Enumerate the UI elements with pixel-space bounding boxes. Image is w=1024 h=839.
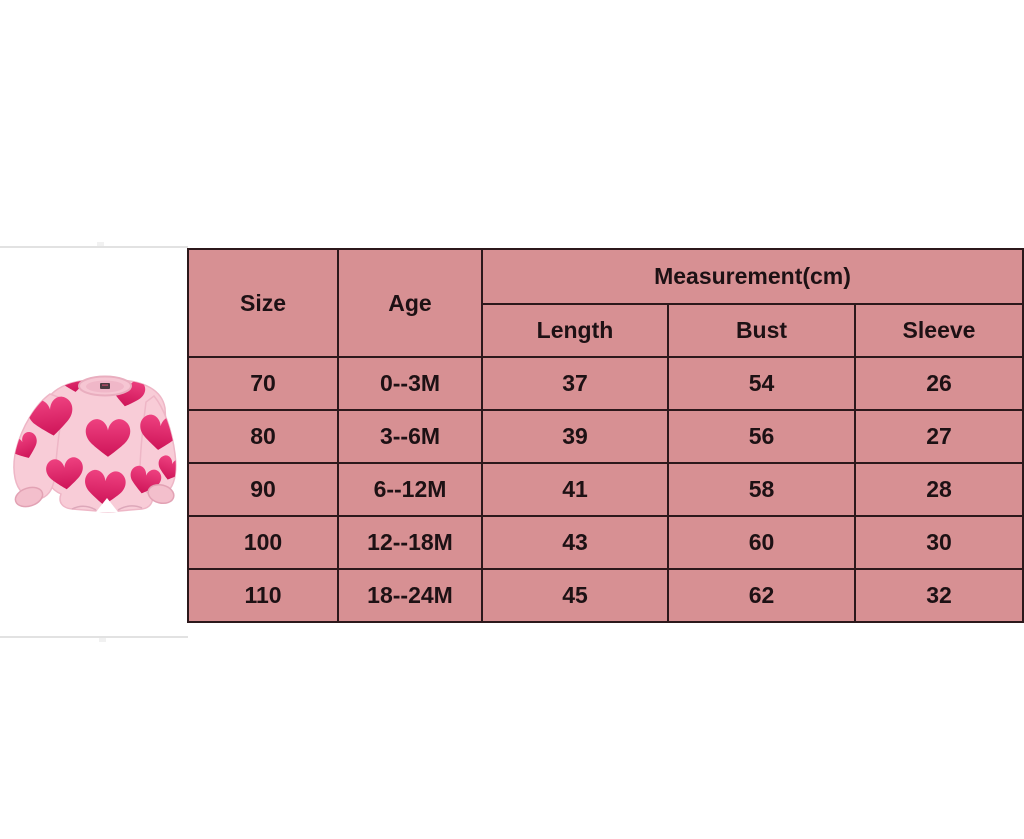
sleeve-cell: 32 [855, 569, 1023, 622]
bust-cell: 58 [668, 463, 855, 516]
bust-column-header: Bust [668, 304, 855, 357]
tick-mark-top [97, 242, 104, 246]
bust-cell: 62 [668, 569, 855, 622]
bust-cell: 54 [668, 357, 855, 410]
age-cell: 3--6M [338, 410, 482, 463]
tick-mark-bottom [99, 638, 106, 642]
divider-line-top [0, 246, 188, 248]
header-row-1 [188, 249, 1023, 304]
romper-collar [79, 377, 131, 396]
age-cell: 12--18M [338, 516, 482, 569]
table-row [188, 357, 1023, 410]
product-image [4, 370, 184, 522]
bust-cell: 60 [668, 516, 855, 569]
length-cell: 43 [482, 516, 668, 569]
length-cell: 39 [482, 410, 668, 463]
sleeve-cell: 27 [855, 410, 1023, 463]
length-cell: 45 [482, 569, 668, 622]
length-cell: 37 [482, 357, 668, 410]
size-cell: 70 [188, 357, 338, 410]
age-cell: 0--3M [338, 357, 482, 410]
size-cell: 110 [188, 569, 338, 622]
sleeve-cell: 30 [855, 516, 1023, 569]
table-row [188, 516, 1023, 569]
sleeve-cell: 26 [855, 357, 1023, 410]
measurement-group-header: Measurement(cm) [482, 249, 1023, 304]
length-column-header: Length [482, 304, 668, 357]
age-column-header: Age [338, 249, 482, 357]
size-cell: 90 [188, 463, 338, 516]
age-cell: 18--24M [338, 569, 482, 622]
size-cell: 80 [188, 410, 338, 463]
size-chart-table [187, 248, 1024, 623]
table-row [188, 463, 1023, 516]
size-column-header: Size [188, 249, 338, 357]
bust-cell: 56 [668, 410, 855, 463]
divider-line-bottom [0, 636, 188, 638]
sleeve-column-header: Sleeve [855, 304, 1023, 357]
table-row [188, 569, 1023, 622]
table-row [188, 410, 1023, 463]
size-cell: 100 [188, 516, 338, 569]
age-cell: 6--12M [338, 463, 482, 516]
sleeve-cell: 28 [855, 463, 1023, 516]
length-cell: 41 [482, 463, 668, 516]
